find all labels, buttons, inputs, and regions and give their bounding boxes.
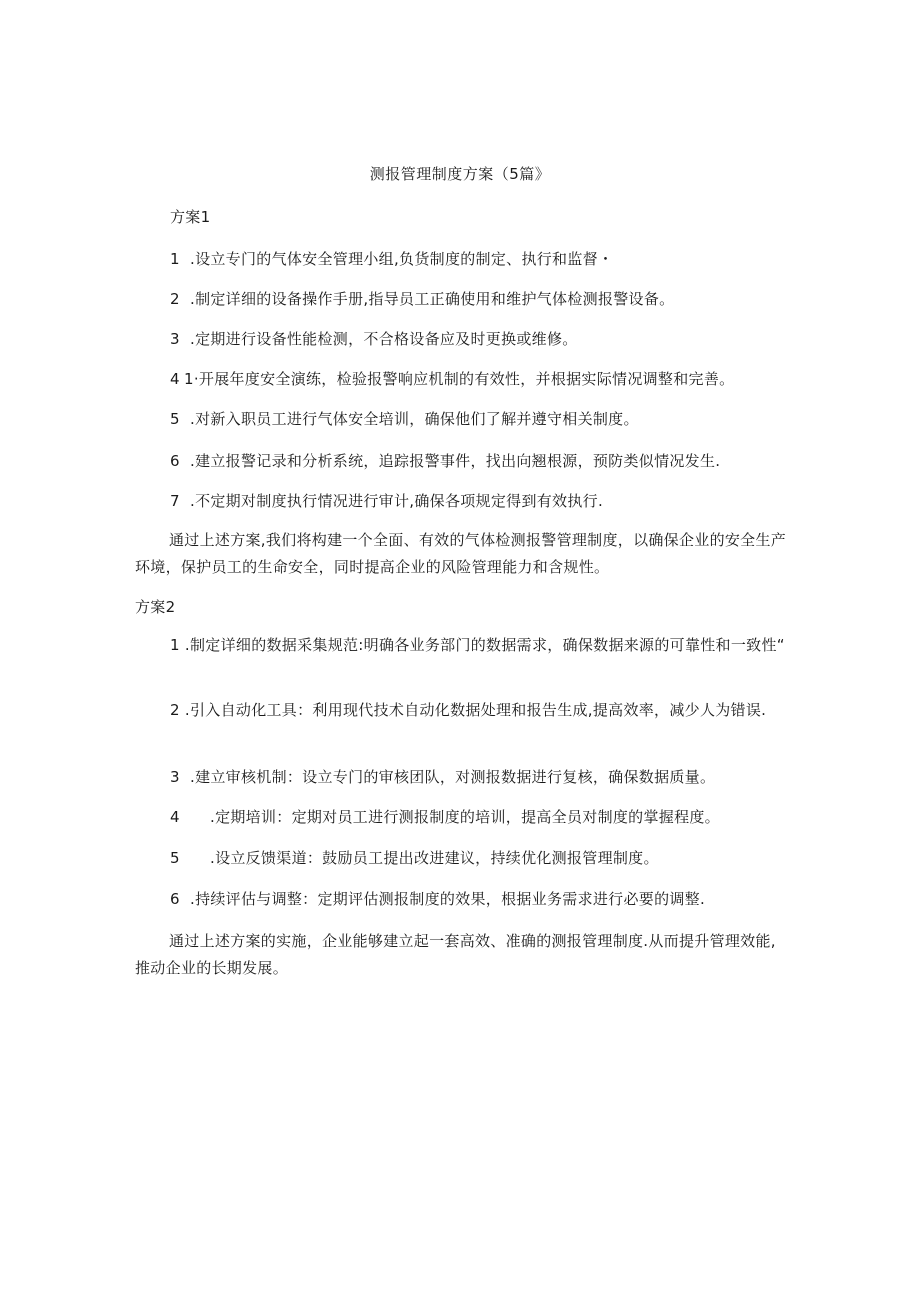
- item-number: 6: [170, 452, 180, 470]
- plan1-item-3: [170, 328, 578, 350]
- item-text: .持续评估与调整：定期评估测报制度的效果，根据业务需求进行必要的调整.: [190, 890, 706, 908]
- plan1-item-2: [170, 288, 674, 310]
- item-number: 3: [170, 768, 180, 786]
- document-title: 测报管理制度方案（5篇》: [369, 165, 551, 183]
- item-text: 1·开展年度安全演练，检验报警响应机制的有效性，并根据实际情况调整和完善。: [184, 370, 735, 388]
- item-text: .制定详细的数据采集规范:明确各业务部门的数据需求，确保数据来源的可靠性和一致性“: [184, 636, 785, 654]
- plan1-item-7: [170, 490, 603, 512]
- plan2-heading: 方案2: [135, 598, 176, 616]
- item-text: .对新入职员工进行气体安全培训，确保他们了解并遵守相关制度。: [190, 410, 639, 428]
- plan2-item-3: [170, 766, 715, 788]
- plan2-item-5: [170, 847, 659, 869]
- item-number: 1: [170, 250, 180, 268]
- item-number: 5: [170, 849, 180, 867]
- item-text: .引入自动化工具：利用现代技术自动化数据处理和报告生成,提高效率，减少人为错误.: [184, 701, 767, 719]
- item-text: .建立审核机制：设立专门的审核团队，对测报数据进行复核，确保数据质量。: [190, 768, 716, 786]
- plan2-item-1: [135, 632, 790, 659]
- plan1-heading: 方案1: [170, 208, 211, 226]
- item-number: 2: [170, 701, 180, 719]
- plan2-item-4: [170, 806, 720, 828]
- item-number: 6: [170, 890, 180, 908]
- plan1-item-5: [170, 408, 639, 430]
- plan1-item-4: [170, 368, 734, 390]
- item-text: .定期培训：定期对员工进行测报制度的培训，提高全员对制度的掌握程度。: [210, 808, 720, 826]
- item-number: 4: [170, 808, 180, 826]
- plan1-item-1: [170, 248, 613, 270]
- plan1-summary: 通过上述方案,我们将构建一个全面、有效的气体检测报警管理制度，以确保企业的安全生产环境，保护员工的生命安全，同时提高企业的风险管理能力和含规性。: [135, 531, 787, 576]
- item-number: 1: [170, 636, 180, 654]
- item-text: .定期进行设备性能检测，不合格设备应及时更换或维修。: [190, 330, 578, 348]
- plan2-item-6: [170, 888, 705, 910]
- item-number: 3: [170, 330, 180, 348]
- plan2-item-2: [135, 697, 790, 724]
- item-text: .建立报警记录和分析系统，追踪报警事件，找出向翘根源，预防类似情况发生.: [190, 452, 721, 470]
- item-text: .设立反馈渠道：鼓励员工提出改进建议，持续优化测报管理制度。: [210, 849, 659, 867]
- plan1-item-6: [170, 450, 720, 472]
- item-text: .设立专门的气体安全管理小组,负货制度的制定、执行和监督・: [190, 250, 614, 268]
- item-number: 2: [170, 290, 180, 308]
- item-number: 7: [170, 492, 180, 510]
- item-text: .制定详细的设备操作手册,指导员工正确使用和维护气体检测报警设备。: [190, 290, 675, 308]
- item-number: 4: [170, 370, 180, 388]
- plan2-summary: 通过上述方案的实施，企业能够建立起一套高效、准确的测报管理制度.从而提升管理效能,推动企业的长期发展。: [135, 932, 776, 977]
- item-text: .不定期对制度执行情况进行审计,确保各项规定得到有效执行.: [190, 492, 604, 510]
- item-number: 5: [170, 410, 180, 428]
